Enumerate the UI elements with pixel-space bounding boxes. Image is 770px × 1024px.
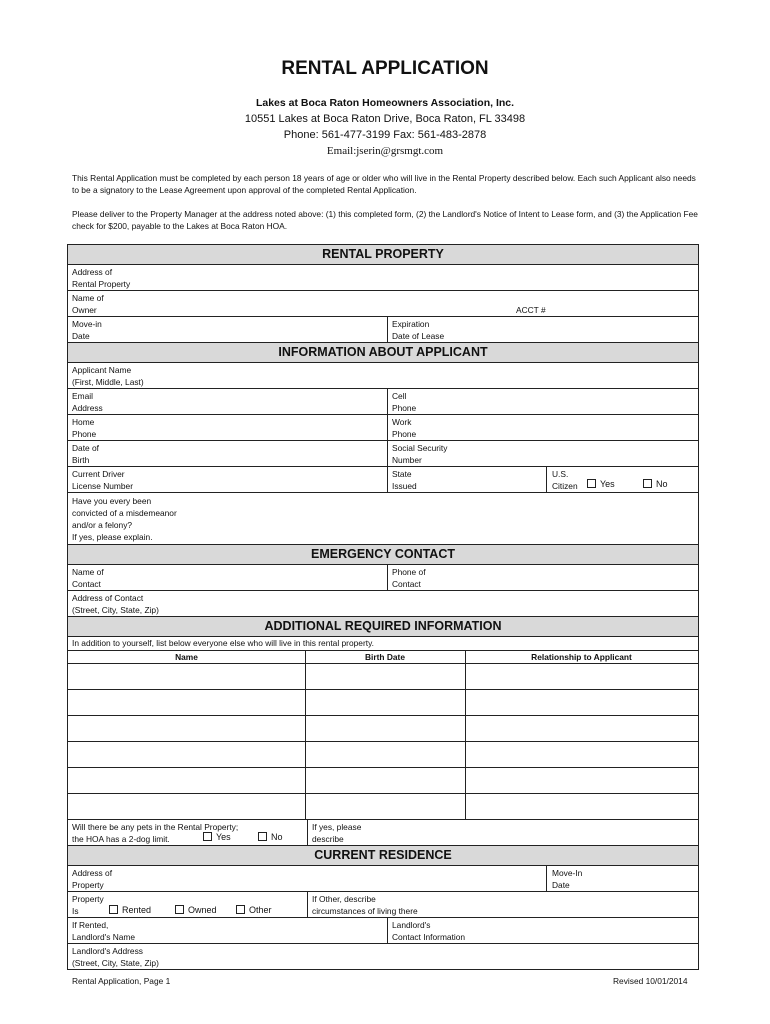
residence-movein-label: Move-In Date: [552, 868, 583, 890]
section-emergency-contact: EMERGENCY CONTACT: [68, 545, 698, 565]
landlord-address-field[interactable]: [68, 944, 698, 970]
section-applicant: INFORMATION ABOUT APPLICANT: [68, 343, 698, 363]
citizen-no-checkbox[interactable]: No: [643, 479, 668, 489]
org-email: Email:jserin@grsmgt.com: [326, 145, 444, 157]
occupant-row[interactable]: [68, 742, 698, 768]
acct-label: ACCT #: [516, 305, 546, 315]
occupant-row[interactable]: [68, 716, 698, 742]
owned-checkbox[interactable]: Owned: [175, 905, 217, 915]
intro-paragraph-2: Please deliver to the Property Manager at the address noted above: (1) this completed form, (2) the Landlord's Notice of Intent to Lease form, and (3) the Application Fee check for $200, payable to the Lakes at Boca Raton HOA.: [72, 209, 698, 231]
col-relationship: Relationship to Applicant: [531, 652, 632, 662]
org-name: Lakes at Boca Raton Homeowners Association, Inc.: [255, 97, 515, 109]
property-is-label: Property Is: [72, 894, 104, 916]
pets-no-checkbox[interactable]: No: [258, 832, 283, 842]
other-describe-label: If Other, describe circumstances of living there: [312, 894, 418, 916]
pets-yes-checkbox[interactable]: Yes: [203, 832, 231, 842]
license-label: Current Driver License Number: [72, 469, 133, 491]
org-phone: Phone: 561-477-3199 Fax: 561-483-2878: [283, 129, 487, 141]
rental-address-label: Address of Rental Property: [72, 267, 131, 289]
section-rental-property: RENTAL PROPERTY: [68, 245, 698, 265]
occupant-row[interactable]: [68, 768, 698, 794]
col-name: Name: [175, 652, 198, 662]
ssn-label: Social Security Number: [392, 443, 448, 465]
email-cell-row: [68, 389, 698, 415]
landlord-name-label: If Rented, Landlord's Name: [72, 920, 136, 942]
applicant-name-label: Applicant Name (First, Middle, Last): [72, 365, 144, 387]
home-phone-label: Home Phone: [72, 417, 97, 439]
section-additional-info: ADDITIONAL REQUIRED INFORMATION: [68, 617, 698, 637]
emergency-phone-label: Phone of Contact: [392, 567, 426, 589]
rental-dates-row: [68, 317, 698, 343]
email-label: Email Address: [72, 391, 103, 413]
org-address: 10551 Lakes at Boca Raton Drive, Boca Raton, FL 33498: [244, 113, 526, 125]
occupants-header-row: [68, 651, 698, 664]
emergency-address-label: Address of Contact (Street, City, State, Zip): [72, 593, 159, 615]
footer-revised: Revised 10/01/2014: [613, 976, 688, 986]
us-citizen-label: U.S. Citizen: [552, 469, 578, 491]
occupant-row[interactable]: [68, 794, 698, 820]
pets-label: Will there be any pets in the Rental Property; the HOA has a 2-dog limit.: [72, 822, 239, 844]
landlord-address-label: Landlord's Address (Street, City, State, Zip): [72, 946, 159, 968]
landlord-contact-label: Landlord's Contact Information: [392, 920, 466, 942]
conviction-label: Have you every been convicted of a misdemeanor and/or a felony? If yes, please explain.: [72, 496, 177, 542]
conviction-field[interactable]: [68, 493, 698, 545]
citizen-yes-checkbox[interactable]: Yes: [587, 479, 615, 489]
occupant-row[interactable]: [68, 690, 698, 716]
owner-name-field[interactable]: [68, 291, 698, 317]
cell-phone-label: Cell Phone: [392, 391, 417, 413]
property-type-row: [68, 892, 698, 918]
movein-label: Move-in Date: [72, 319, 102, 341]
work-phone-label: Work Phone: [392, 417, 417, 439]
applicant-name-field[interactable]: [68, 363, 698, 389]
dob-ssn-row: [68, 441, 698, 467]
rented-checkbox[interactable]: Rented: [109, 905, 151, 915]
emergency-name-row: [68, 565, 698, 591]
owner-label: Name of Owner: [72, 293, 104, 315]
landlord-row: [68, 918, 698, 944]
rental-address-field[interactable]: [68, 265, 698, 291]
occupants-note: [68, 637, 698, 651]
occupant-row[interactable]: [68, 664, 698, 690]
col-birth-date: Birth Date: [364, 652, 406, 662]
emergency-name-label: Name of Contact: [72, 567, 104, 589]
home-work-row: [68, 415, 698, 441]
emergency-address-field[interactable]: [68, 591, 698, 617]
state-issued-label: State Issued: [392, 469, 417, 491]
license-row: [68, 467, 698, 493]
application-form: [67, 244, 699, 970]
intro-paragraph-1: This Rental Application must be completed by each person 18 years of age or older who will live in the Rental Property described below. Each such Applicant also needs to be a signatory to the Lease Agreement upon approval of the completed Rental Application.: [72, 173, 696, 195]
residence-address-label: Address of Property: [72, 868, 113, 890]
pets-describe-label: If yes, please describe: [312, 822, 362, 844]
occupants-note-text: In addition to yourself, list below everyone else who will live in this rental property.: [72, 638, 374, 648]
dob-label: Date of Birth: [72, 443, 100, 465]
footer-page-label: Rental Application, Page 1: [72, 976, 171, 986]
other-checkbox[interactable]: Other: [236, 905, 272, 915]
section-current-residence: CURRENT RESIDENCE: [68, 846, 698, 866]
pets-row: [68, 820, 698, 846]
residence-address-row: [68, 866, 698, 892]
lease-expiration-label: Expiration Date of Lease: [392, 319, 445, 341]
page-title: RENTAL APPLICATION: [281, 58, 489, 79]
